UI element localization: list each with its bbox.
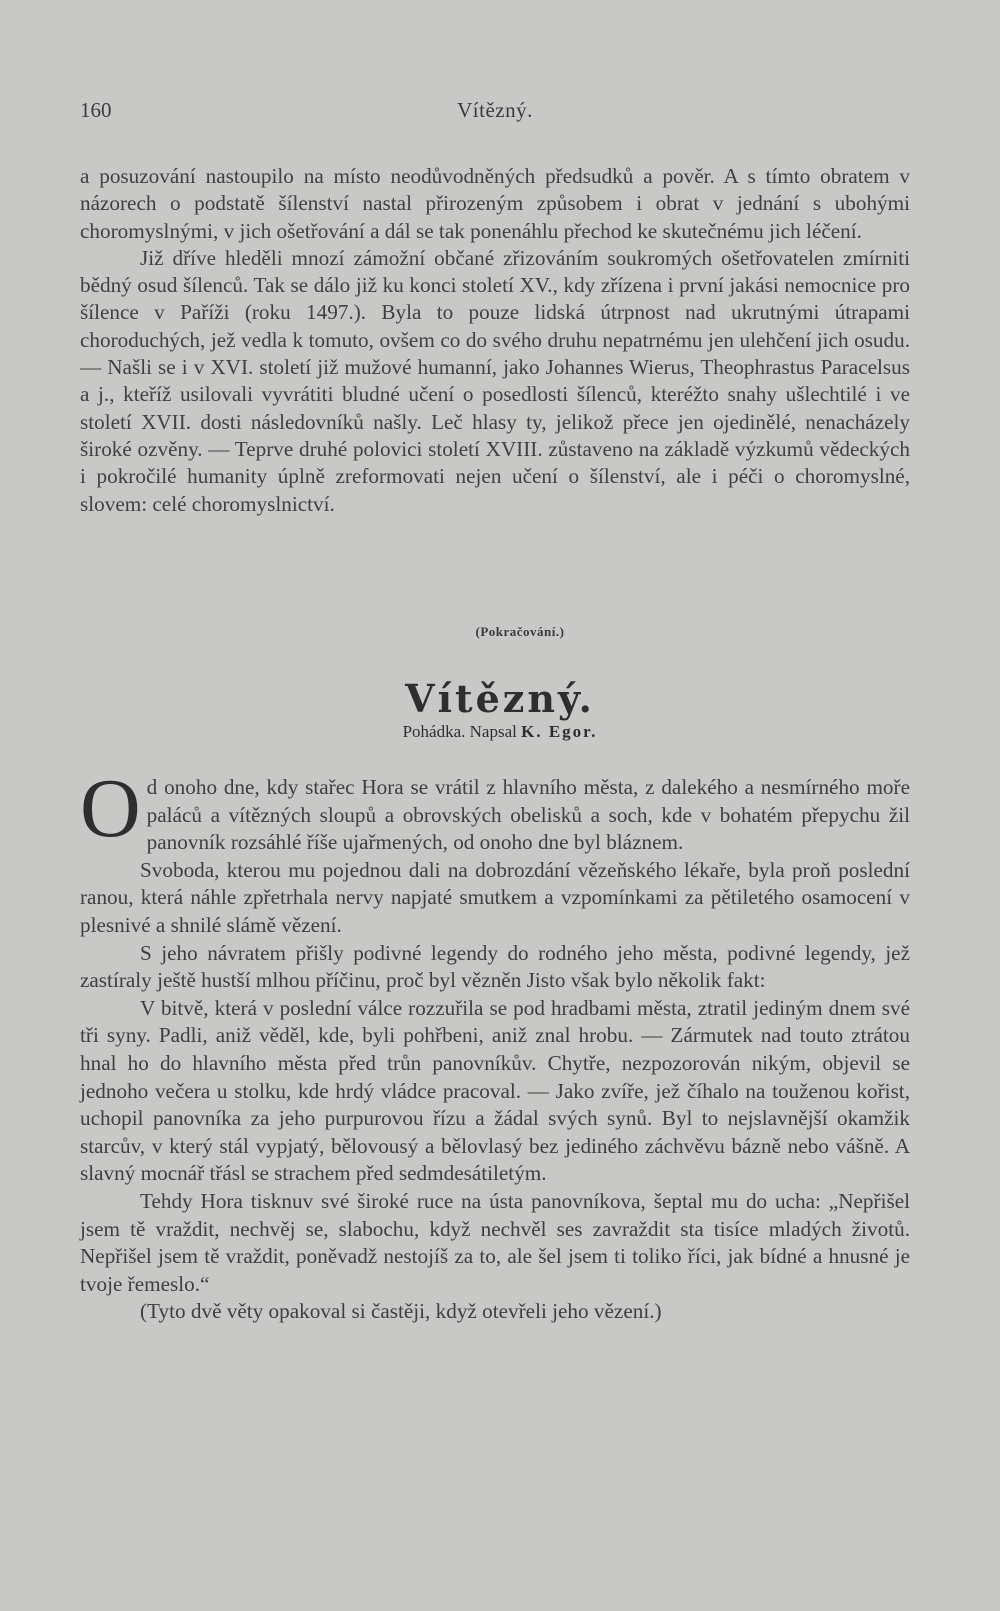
story-text (80, 762, 910, 1326)
story-title: Vítězný. (405, 676, 595, 721)
paragraph: a posuzování nastoupilo na místo neodůvodněných předsudků a pověr. A s tímto obratem v názorech o podstatě šílenství nastal přirozeným způsobem i obrat v jednání s ubohými choromyslnými, v jich ošetřování a dál se tak ponenáhlu přechod ke skutečnému jich léčení. (80, 164, 910, 243)
previous-article-text (80, 163, 910, 518)
continuation-note: (Pokračování.) (475, 624, 565, 639)
paragraph: Svoboda, kterou mu pojednou dali na dobrozdání vězeňského lékaře, byla proň poslední ranou, která náhle zpřetrhala nervy napjaté smutkem a vzpomínkami za pětiletého osamocení v plesnivé a shnilé slámě vězení. (80, 857, 910, 937)
byline-author: K. Egor. (521, 722, 598, 741)
paragraph: V bitvě, která v poslední válce rozzuřila se pod hradbami města, ztratil jediným dnem své tři syny. Padli, aniž věděl, kde, byli pohřbeni, aniž znal hrobu. — Zármutek nad touto ztrátou hnal ho do hlavního města před trůn panovníkův. Chytře, nezpozorován nikým, objevil se jednoho večera u stolku, kde hrdý vládce pracoval. — Jako zvíře, jež číhalo na touženou kořist, uchopil panovníka za jeho purpurovou řízu a žádal svých synů. Byl to nejslavnější okamžik starcův, v který stál vypjatý, bělovousý a bělovlasý bez jediného záchvěvu bázně nebo vášně. A slavný mocnář třásl se strachem před sedmdesátiletým. (80, 995, 910, 1186)
paragraph: S jeho návratem přišly podivné legendy do rodného jeho města, podivné legendy, jež zastíraly ještě hustší mlhou příčinu, proč byl vězněn Jisto však bylo několik fakt: (80, 940, 910, 993)
page-number: 160 (80, 98, 112, 122)
paragraph: (Tyto dvě věty opakoval si častěji, když otevřeli jeho vězení.) (140, 1299, 662, 1324)
byline (0, 722, 1000, 742)
paragraph: Tehdy Hora tisknuv své široké ruce na ústa panovníkova, šeptal mu do ucha: „Nepřišel jsem tě vraždit, nechvěj se, slabochu, když nechvěl ses zavraždit sta tisíce mladých životů. Nepřišel jsem tě vraždit, poněvadž nestojíš za to, ale šel jsem ti toliko říci, jak bídné a hnusné je tvoje řemeslo.“ (80, 1188, 910, 1296)
first-paragraph (80, 762, 910, 857)
running-title: Vítězný. (457, 98, 533, 122)
first-paragraph-text: d onoho dne, kdy stařec Hora se vrátil z hlavního města, z dalekého a nesmírného moře paláců a vítězných sloupů a obrovských obelisků a soch, kde v bohatém přepychu žil panovník rozsáhlé říše ujařmených, od onoho dne byl bláznem. (146, 775, 910, 855)
byline-subtitle: Pohádka. Napsal (402, 722, 517, 741)
running-head (80, 98, 910, 128)
paragraph: Již dříve hleděli mnozí zámožní občané zřizováním soukromých ošetřovatelen zmírniti bědný osud šílenců. Tak se dálo již ku konci století XV., kdy zřízena i první jakási nemocnice pro šílence v Paříži (roku 1497.). Byla to pouze lidská útrpnost nad ukrutnými útrapami choroduchých, jež vedla k tomuto, ovšem co do svého druhu nepatrnému jen ulehčení jich osudu. — Našli se i v XVI. století již mužové humanní, jako Johannes Wierus, Theophrastus Paracelsus a j., kteříž usilovali vyvrátiti bludné učení o posedlosti šílenců, kteréžto snahy ušlechtilé i ve století XVII. dosti následovníků našly. Leč hlasy ty, jelikož přece jen ojedinělé, nenacházely široké ozvěny. — Teprve druhé polovici století XVIII. zůstaveno na základě výzkumů vědeckých i pokročilé humanity úplně zreformovati nejen učení o šílenství, ale i péči o choromyslné, slovem: celé choromyslnictví. (80, 245, 910, 516)
drop-cap: O (80, 762, 141, 855)
